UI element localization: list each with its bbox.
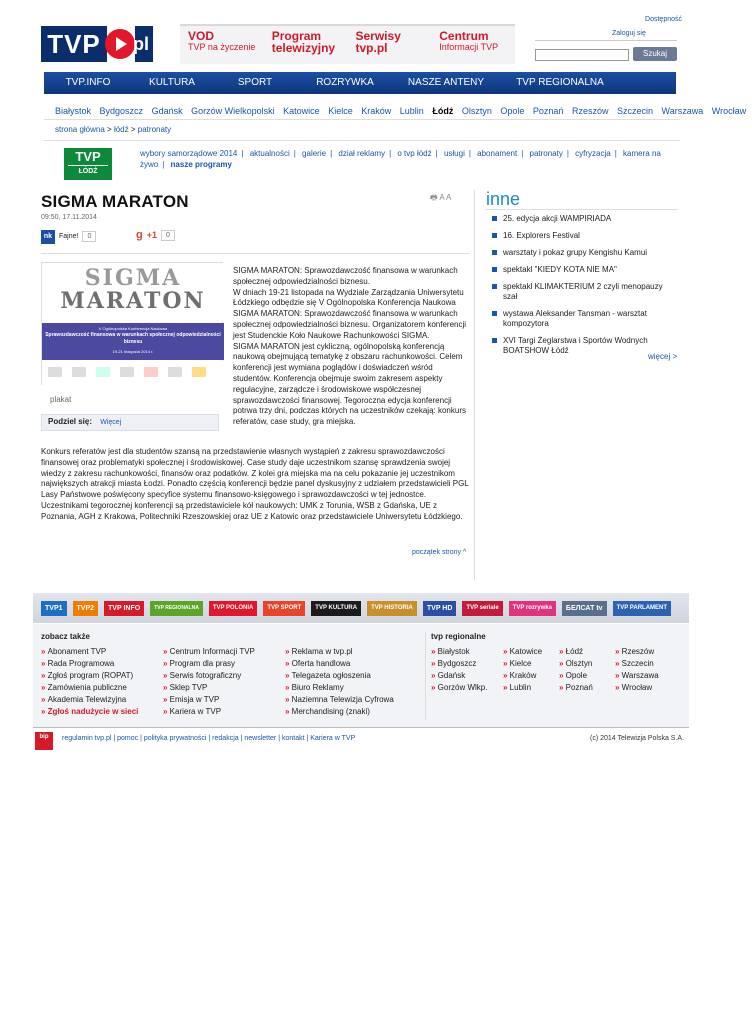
sidebar-item[interactable]: warsztaty i pokaz grupy Kengishu Kamui — [490, 248, 678, 258]
poster-maraton-text: MARATON — [60, 288, 206, 314]
promo-centrum[interactable] — [431, 26, 515, 64]
logo-tvp-text: TVP — [41, 26, 107, 62]
sidebar-title: inne — [486, 189, 521, 209]
sublink[interactable]: nasze programy — [170, 160, 232, 169]
city-link[interactable]: Szczecin — [617, 106, 654, 116]
breadcrumb: strona główna > łódź > patronaty — [55, 125, 172, 134]
city-link[interactable]: Kraków — [361, 106, 392, 116]
like-box — [41, 229, 96, 244]
footer-link[interactable]: » Naziemna Telewizja Cyfrowa — [285, 694, 394, 706]
footer-link[interactable]: » Zamówienia publiczne — [41, 682, 138, 694]
regional-link[interactable]: » Szczecin — [615, 658, 659, 670]
regional-link[interactable]: » Lublin — [503, 682, 542, 694]
breadcrumb-city[interactable]: łódź — [113, 125, 129, 134]
footer-link[interactable]: » Abonament TVP — [41, 646, 138, 658]
footer-link[interactable]: » Telegazeta ogłoszenia — [285, 670, 394, 682]
regional-link[interactable]: » Katowice — [503, 646, 542, 658]
channel-logo[interactable]: TVP HISTORIA — [367, 601, 417, 616]
channel-logo[interactable]: TVP1 — [41, 601, 67, 616]
regional-heading: tvp regionalne — [431, 632, 486, 641]
article-title: SIGMA MARATON — [41, 192, 189, 211]
channel-logo[interactable]: TVP POLONIA — [209, 601, 258, 616]
divider — [41, 253, 469, 254]
footer-bottom-links[interactable]: regulamin tvp.pl | pomoc | polityka prywatności | redakcja | newsletter | kontakt | Kariera w TVP — [62, 735, 356, 742]
gplus-count: 0 — [161, 230, 175, 241]
regional-link[interactable]: » Łódź — [559, 646, 593, 658]
sidebar-item[interactable]: wystawa Aleksander Tansman - warsztat kompozytora — [490, 309, 678, 329]
regional-col-2 — [503, 646, 542, 694]
footer-link[interactable]: » Reklama w tvp.pl — [285, 646, 394, 658]
city-link[interactable]: Białystok — [55, 106, 92, 116]
footer-divider — [425, 632, 426, 720]
search-input[interactable] — [535, 49, 629, 61]
nav-tvp-info[interactable]: TVP.INFO — [65, 77, 111, 88]
main-nav — [44, 72, 676, 94]
city-link[interactable]: Gdańsk — [151, 106, 183, 116]
footer-link[interactable]: » Centrum Informacji TVP — [163, 646, 255, 658]
channel-logo[interactable]: TVP rozrywka — [509, 601, 556, 616]
poster-line3: 19-21 listopada 2014 r. — [112, 349, 154, 354]
footer-link[interactable]: » Kariera w TVP — [163, 706, 255, 718]
city-link[interactable]: Poznań — [532, 106, 564, 116]
sidebar-more-link[interactable]: więcej > — [648, 352, 678, 361]
lodz-logo-top: TVP — [68, 148, 108, 166]
poster-band — [42, 323, 224, 360]
promo-centrum-title: Centrum — [439, 29, 489, 43]
regional-link[interactable]: » Poznań — [559, 682, 593, 694]
nav-rozrywka[interactable]: ROZRYWKA — [316, 77, 374, 88]
divider — [33, 727, 689, 728]
search-button[interactable]: Szukaj — [633, 47, 677, 61]
channel-logo[interactable]: TVP2 — [73, 601, 99, 616]
regional-link[interactable]: » Gdańsk — [431, 670, 487, 682]
nav-tvp-regionalna[interactable]: TVP REGIONALNA — [516, 77, 604, 88]
nav-sport[interactable]: SPORT — [237, 77, 273, 88]
promo-vod[interactable] — [180, 26, 264, 64]
back-to-top-link[interactable]: początek strony ^ — [412, 549, 467, 556]
regional-col-1 — [431, 646, 487, 694]
sidebar-item[interactable]: 25. edycja akcji WAMPIRIADA — [490, 214, 678, 224]
regional-link[interactable]: » Gorzów Wlkp. — [431, 682, 487, 694]
poster-line2: Sprawozdawczość finansowa w warunkach społecznej odpowiedzialności biznesu — [45, 332, 221, 345]
footer-link[interactable]: » Rada Programowa — [41, 658, 138, 670]
copyright: (c) 2014 Telewizja Polska S.A. — [590, 735, 685, 742]
nav-nasze-anteny[interactable]: NASZE ANTENY — [407, 77, 485, 88]
footer-links — [33, 624, 689, 727]
regional-link[interactable]: » Opole — [559, 670, 593, 682]
sidebar-item[interactable]: 16. Explorers Festival — [490, 231, 678, 241]
share-more-link[interactable]: Więcej — [100, 419, 122, 426]
tvp-lodz-logo[interactable] — [64, 148, 112, 180]
column-divider — [474, 190, 475, 580]
promo-bar — [180, 24, 515, 64]
channel-bar — [33, 593, 689, 623]
gplus-icon[interactable]: g — [136, 229, 143, 241]
article-image[interactable] — [41, 262, 223, 385]
channel-logo[interactable]: TVP REGIONALNA — [150, 601, 203, 616]
article-body-right: SIGMA MARATON: Sprawozdawczość finansowa w warunkach społecznej odpowiedzialności biznesu. W dniach 19-21 listopada na Wydziale Zarządzania Uniwersytetu Łódzkiego odbędzie się V Ogólnopolska Konferencja Naukowa SIGMA MARATON: Sprawozdawczość finansowa w warunkach społecznej odpowiedzialności biznesu. Organizatorem konferencji jest Studenckie Koło Naukowe Rachunkowości SIGMA. SIGMA MARATON jest cykliczną, ogólnopolską konferencją naukową obejmującą tematykę z obszaru rachunkowości. Celem konferencji jest wymiana poglądów i doświadczeń wśród studentów. Konferencja obejmuje swoim zakresem aspekty regulacyjne, zarządcze i środowiskowe współczesnej sprawozdawczości finansowej. Tegoroczna edycja konferencji potrwa trzy dni, podczas których na uczestników czekają: konkurs referatów, case study, gra miejska. — [233, 266, 467, 427]
regional-link[interactable]: » Olsztyn — [559, 658, 593, 670]
accessibility-link[interactable]: Dostępność — [645, 16, 682, 23]
breadcrumb-section[interactable]: patronaty — [137, 125, 172, 134]
sublink[interactable]: dział reklamy — [338, 149, 386, 158]
promo-vod-sub: TVP na życzenie — [188, 42, 256, 52]
sublink[interactable]: patronaty — [529, 149, 563, 158]
city-link[interactable]: Katowice — [283, 106, 320, 116]
like-count: 0 — [82, 231, 96, 242]
city-link[interactable]: Kielce — [328, 106, 353, 116]
city-link[interactable]: Gorzów Wielkopolski — [191, 106, 275, 116]
nav-kultura[interactable]: KULTURA — [149, 77, 195, 88]
divider — [486, 209, 678, 210]
sublink[interactable]: usługi — [443, 149, 465, 158]
city-link[interactable]: Bydgoszcz — [99, 106, 144, 116]
channel-logo[interactable]: TVP SPORT — [263, 601, 305, 616]
footer-link[interactable]: » Biuro Reklamy — [285, 682, 394, 694]
city-link[interactable]: Opole — [500, 106, 525, 116]
see-also-heading: zobacz także — [41, 632, 90, 641]
footer-link[interactable]: » Merchandising (znaki) — [285, 706, 394, 718]
channel-logo[interactable]: TVP PARLAMENT — [613, 601, 671, 616]
like-label[interactable]: Fajne! — [59, 233, 79, 240]
divider — [44, 140, 680, 141]
footer-link[interactable]: » Sklep TVP — [163, 682, 255, 694]
sidebar-list — [490, 214, 678, 363]
regional-link[interactable]: » Bydgoszcz — [431, 658, 487, 670]
tvp-logo[interactable] — [41, 26, 151, 62]
sidebar-item[interactable]: XVI Targi Żeglarstwa i Sportów Wodnych BOATSHOW Łódź — [490, 336, 678, 356]
divider — [44, 119, 680, 120]
promo-vod-title: VOD — [188, 29, 215, 43]
channel-logo[interactable]: TVP HD — [423, 601, 457, 616]
channel-logo[interactable]: БЕЛСАТ tv — [562, 601, 607, 616]
footer-col-3 — [285, 646, 394, 718]
promo-serwisy[interactable] — [348, 26, 432, 64]
city-link[interactable]: Olsztyn — [461, 106, 492, 116]
footer-col-2 — [163, 646, 255, 718]
city-link[interactable]: Rzeszów — [571, 106, 609, 116]
footer-link[interactable]: » Emisja w TVP — [163, 694, 255, 706]
regional-link[interactable]: » Kielce — [503, 658, 542, 670]
regional-link[interactable]: » Białystok — [431, 646, 487, 658]
login-link[interactable]: Zaloguj się — [612, 30, 646, 37]
regional-col-3 — [559, 646, 593, 694]
promo-centrum-sub: Informacji TVP — [439, 42, 499, 52]
city-nav — [55, 106, 752, 116]
regional-link[interactable]: » Warszawa — [615, 670, 659, 682]
play-icon — [105, 29, 135, 59]
report-abuse-link[interactable]: » Zgłoś nadużycie w sieci — [41, 706, 138, 718]
share-label: Podziel się: — [48, 417, 93, 426]
print-tools[interactable] — [430, 192, 451, 206]
breadcrumb-home[interactable]: strona główna — [55, 125, 105, 134]
footer-link[interactable]: » Oferta handlowa — [285, 658, 394, 670]
footer-link[interactable]: » Serwis fotograficzny — [163, 670, 255, 682]
sublink[interactable]: wybory samorządowe 2014 — [140, 149, 238, 158]
channel-logo[interactable]: TVP KULTURA — [311, 601, 361, 616]
lodz-logo-bottom: ŁÓDŹ — [78, 168, 98, 175]
city-link[interactable]: Wrocław — [711, 106, 747, 116]
sublink[interactable]: abonament — [477, 149, 518, 158]
channel-logo[interactable]: TVP seriale — [462, 601, 502, 616]
share-box[interactable] — [41, 414, 219, 431]
regional-col-4 — [615, 646, 659, 694]
article-body-full: Konkurs referatów jest dla studentów szansą na przedstawienie własnych wystąpień z zakresu sprawozdawczości finansowej oraz problematyki społecznej i środowiskowej. Case study daje uczestnikom szansę sprawdzenia swojej wiedzy z zakresu rachunkowości, finansów oraz podatków. Z kolei gra miejska ma na celu pokazanie jej uczestnikom największych atrakcji miasta Łodzi. Ponadto częścią konferencji będzie panel dyskusyjny z udziałem przedstawicieli PGL Lasy Państwowe poświęcony specyfice systemu finansowo-księgowego i sprawozdawczości w tej jednostce. Uczestnikami tegorocznej konferencji są przedstawiciele kół naukowych: UMK z Torunia, WSB z Gdańska, UE z Poznania, AGH z Krakowa, Politechniki Rzeszowskiej oraz UE z Katowic oraz przedstawiciele Uniwersytetu Łódzkiego. — [41, 447, 469, 521]
footer-link[interactable]: » Program dla prasy — [163, 658, 255, 670]
promo-program-title: Program telewizyjny — [271, 29, 336, 55]
regional-link[interactable]: » Rzeszów — [615, 646, 659, 658]
promo-serwisy-title: Serwisy tvp.pl — [355, 29, 401, 55]
footer-link[interactable]: » Zgłoś program (ROPAT) — [41, 670, 138, 682]
article-date: 09:50, 17.11.2014 — [41, 214, 97, 221]
sublink[interactable]: galerie — [302, 149, 327, 158]
gplus-box — [136, 229, 175, 241]
logo-pl-text: pl — [133, 34, 149, 54]
promo-program[interactable] — [264, 26, 348, 64]
poster-sigma-text: SIGMA — [84, 265, 182, 291]
section-links: wybory samorządowe 2014 | aktualności | galerie | dział reklamy | o tvp łódź | usługi | abonament | patronaty | cyfryzacja | kamera na żywo | nasze programy — [140, 149, 661, 169]
bip-icon[interactable]: bip — [35, 732, 53, 750]
regional-link[interactable]: » Kraków — [503, 670, 542, 682]
nk-icon[interactable]: nk — [41, 230, 55, 244]
print-icon[interactable]: 🖶 — [430, 193, 438, 202]
gplus-label[interactable]: +1 — [146, 230, 157, 240]
image-caption: plakat — [50, 395, 72, 404]
footer-link[interactable]: » Akademia Telewizyjna — [41, 694, 138, 706]
sublink[interactable]: o tvp łódź — [397, 149, 432, 158]
footer-col-1 — [41, 646, 138, 718]
city-link-active[interactable]: Łódź — [432, 106, 454, 116]
header-divider — [535, 40, 677, 41]
sidebar-item[interactable]: spektakl "KIEDY KOTA NIE MA" — [490, 265, 678, 275]
sublink[interactable]: kamera na żywo — [140, 149, 661, 169]
channel-logo[interactable]: TVP INFO — [104, 601, 144, 616]
poster-line1: V Ogólnopolska Konferencja Naukowa — [98, 326, 168, 331]
regional-link[interactable]: » Wrocław — [615, 682, 659, 694]
sublink[interactable]: aktualności — [249, 149, 290, 158]
font-size-toggle[interactable]: A A — [439, 193, 452, 202]
sublink[interactable]: cyfryzacja — [575, 149, 611, 158]
city-link[interactable]: Lublin — [399, 106, 424, 116]
sidebar-item[interactable]: spektakl KLIMAKTERIUM 2 czyli menopauzy szał — [490, 282, 678, 302]
poster-sponsor-logos — [42, 361, 224, 386]
city-link[interactable]: Warszawa — [661, 106, 704, 116]
